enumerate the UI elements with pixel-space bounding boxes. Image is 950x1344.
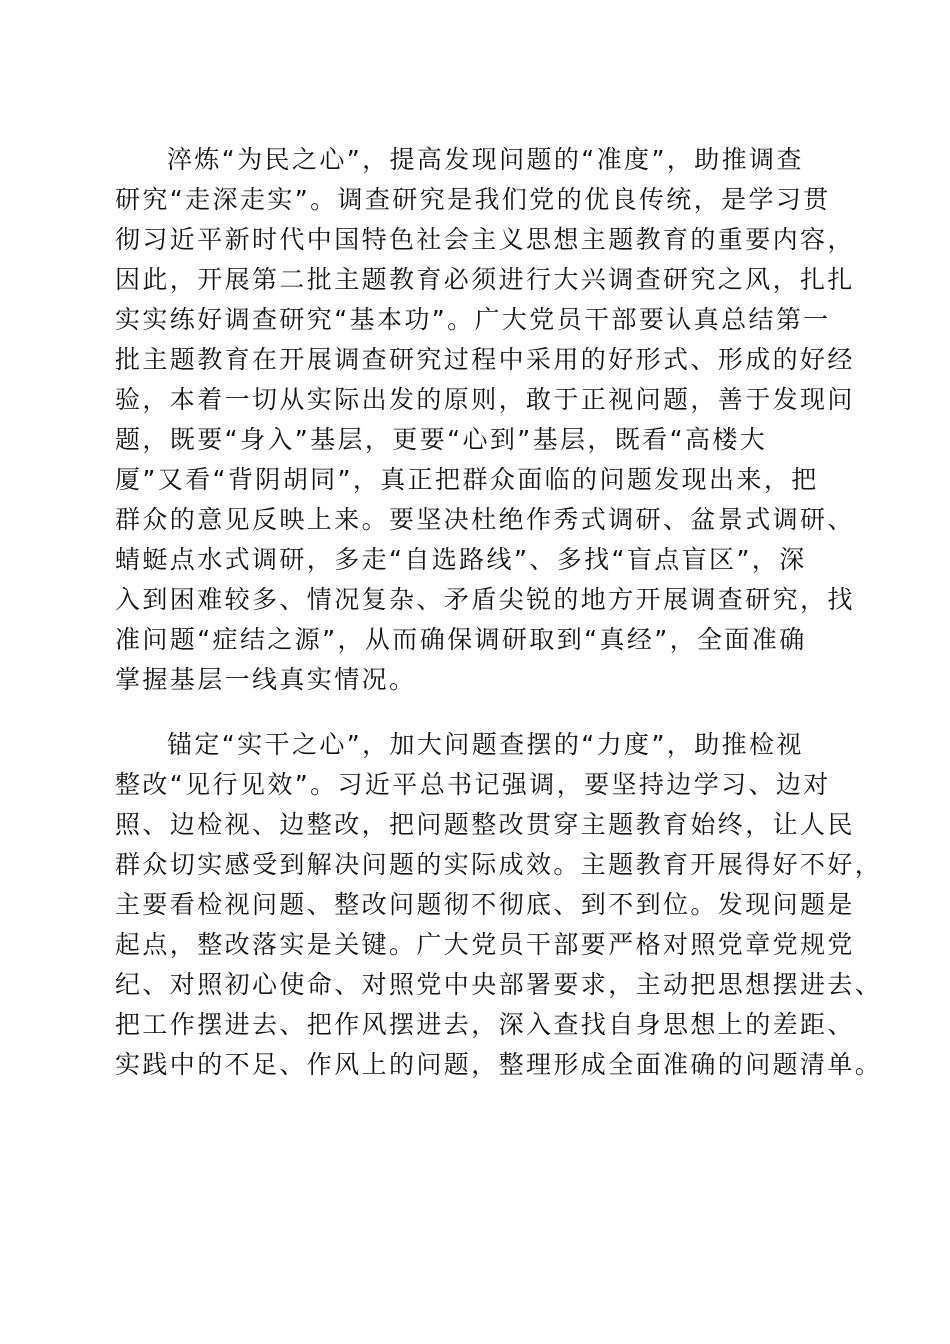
paragraph-2-line: 起点，整改落实是关键。广大党员干部要严格对照党章党规党: [115, 930, 855, 959]
paragraph-1-line: 厦”又看“背阴胡同”，真正把群众面临的问题发现出来，把: [115, 465, 819, 494]
paragraph-1-line: 研究“走深走实”。调查研究是我们党的优良传统，是学习贯: [115, 185, 831, 214]
paragraph-1-line: 群众的意见反映上来。要坚决杜绝作秀式调研、盆景式调研、: [115, 505, 855, 534]
paragraph-2-line: 把工作摆进去、把作风摆进去，深入查找自身思想上的差距、: [115, 1010, 855, 1039]
paragraph-1-line: 彻习近平新时代中国特色社会主义思想主题教育的重要内容，: [115, 225, 855, 254]
paragraph-2-line: 实践中的不足、作风上的问题，整理形成全面准确的问题清单。: [115, 1050, 883, 1079]
paragraph-2-line: 锚定“实干之心”，加大问题查摆的“力度”，助推检视: [167, 730, 804, 759]
paragraph-1-line: 准问题“症结之源”，从而确保调研取到“真经”，全面准确: [115, 625, 807, 654]
paragraph-2-line: 主要看检视问题、整改问题彻不彻底、到不到位。发现问题是: [115, 890, 855, 919]
paragraph-1-line: 验，本着一切从实际出发的原则，敢于正视问题，善于发现问: [115, 385, 855, 414]
paragraph-2-line: 纪、对照初心使命、对照党中央部署要求，主动把思想摆进去、: [115, 970, 883, 999]
paragraph-1-line: 因此，开展第二批主题教育必须进行大兴调查研究之风，扎扎: [115, 265, 855, 294]
paragraph-1-line: 批主题教育在开展调查研究过程中采用的好形式、形成的好经: [115, 345, 855, 374]
paragraph-2-line: 群众切实感受到解决问题的实际成效。主题教育开展得好不好，: [115, 850, 883, 879]
paragraph-1-line: 题，既要“身入”基层，更要“心到”基层，既看“高楼大: [115, 425, 768, 454]
paragraph-1-line: 实实练好调查研究“基本功”。广大党员干部要认真总结第一: [115, 305, 831, 334]
paragraph-1-line: 淬炼“为民之心”，提高发现问题的“准度”，助推调查: [167, 145, 804, 174]
paragraph-2-line: 整改“见行见效”。习近平总书记强调，要坚持边学习、边对: [115, 770, 831, 799]
paragraph-2-line: 照、边检视、边整改，把问题整改贯穿主题教育始终，让人民: [115, 810, 855, 839]
paragraph-1-line: 蜻蜓点水式调研，多走“自选路线”、多找“盲点盲区”，深: [115, 545, 807, 574]
paragraph-1-line: 掌握基层一线真实情况。: [115, 665, 417, 694]
paragraph-1-line: 入到困难较多、情况复杂、矛盾尖锐的地方开展调查研究，找: [115, 585, 855, 614]
